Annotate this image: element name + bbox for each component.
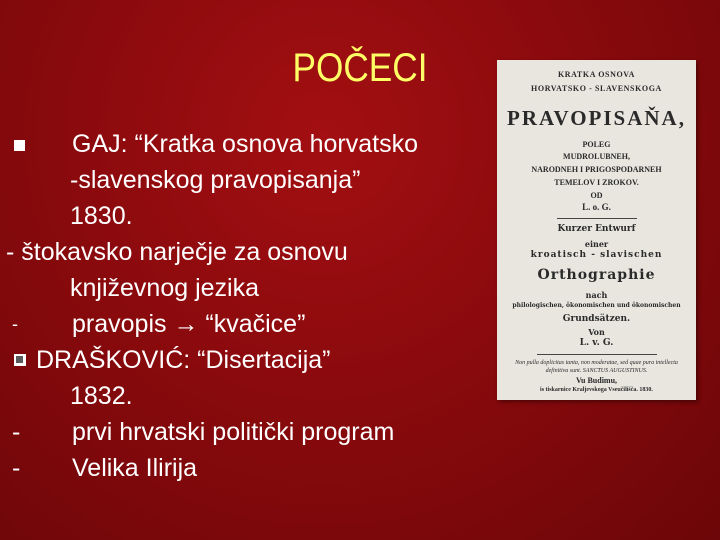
bullet-text: DRAŠKOVIĆ: “Disertacija”: [36, 346, 331, 374]
book-line: PRAVOPISAŇA,: [507, 106, 686, 130]
book-line: definitiva sunt. SANCTUS AUGUSTINUS.: [545, 368, 648, 374]
checkbox-bullet-icon: [14, 354, 26, 366]
book-line: POLEG: [582, 140, 611, 149]
bullet-continuation: 1830.: [70, 202, 133, 230]
book-line: L. o. G.: [582, 202, 611, 212]
book-line: is tiskarnice Kraljevskoga Vseučilišča. 1830.: [540, 387, 653, 393]
slide-title: POČECI: [292, 46, 428, 90]
book-divider: [537, 354, 657, 355]
bullet-draskovic: [6, 342, 476, 378]
bullet-text: - štokavsko narječje za osnovu: [6, 238, 348, 266]
dash-bullet-icon: -: [12, 418, 21, 446]
book-line: Von: [588, 327, 605, 337]
book-line: Non pulla doplicitas tanta, non moderatae, sed quae pura intellecta: [515, 360, 678, 366]
book-line: Vu Budimu,: [575, 376, 618, 385]
book-line: einer: [584, 239, 609, 249]
square-bullet-icon: [14, 140, 25, 151]
book-line: Grundsätzen.: [562, 314, 631, 324]
bullet-pravopis: [6, 306, 476, 342]
book-line: MUDROLUBNEH,: [563, 152, 630, 161]
book-line: L. v. G.: [579, 338, 614, 348]
book-line: NARODNEH I PRIGOSPODARNEH: [531, 165, 662, 174]
dash-bullet-icon: -: [12, 454, 21, 482]
dash-bullet-icon: -: [12, 314, 18, 334]
book-line: OD: [590, 191, 603, 200]
book-line: Kurzer Entwurf: [557, 224, 636, 234]
bullet-text: Velika Ilirija: [72, 454, 198, 482]
bullet-continuation: 1832.: [70, 382, 133, 410]
bullet-program: [6, 414, 476, 450]
bullet-ilirija: [6, 450, 476, 486]
bullet-continuation: -slavenskog pravopisanja”: [70, 166, 361, 194]
book-line: philologischen, ökonomischen und ökonomischen: [512, 302, 681, 309]
bullet-stokavsko: [6, 234, 476, 270]
bullet-text: pravopis → “kvačice”: [72, 310, 306, 338]
book-line: kroatisch - slavischen: [530, 250, 663, 260]
bullet-text: GAJ: “Kratka osnova horvatsko: [72, 130, 418, 158]
bullet-continuation: književnog jezika: [70, 274, 259, 302]
book-line: KRATKA OSNOVA: [557, 70, 636, 79]
book-line: Orthographie: [537, 267, 656, 283]
bullet-list: [6, 126, 476, 486]
book-title-page-image: [497, 60, 696, 400]
book-line: HORVATSKO - SLAVENSKOGA: [531, 84, 662, 93]
bullet-text: prvi hrvatski politički program: [72, 418, 395, 446]
bullet-gaj: [6, 126, 476, 162]
book-line: TEMELOV I ZROKOV.: [554, 178, 639, 187]
book-divider: [557, 218, 637, 219]
book-line: nach: [585, 290, 608, 300]
